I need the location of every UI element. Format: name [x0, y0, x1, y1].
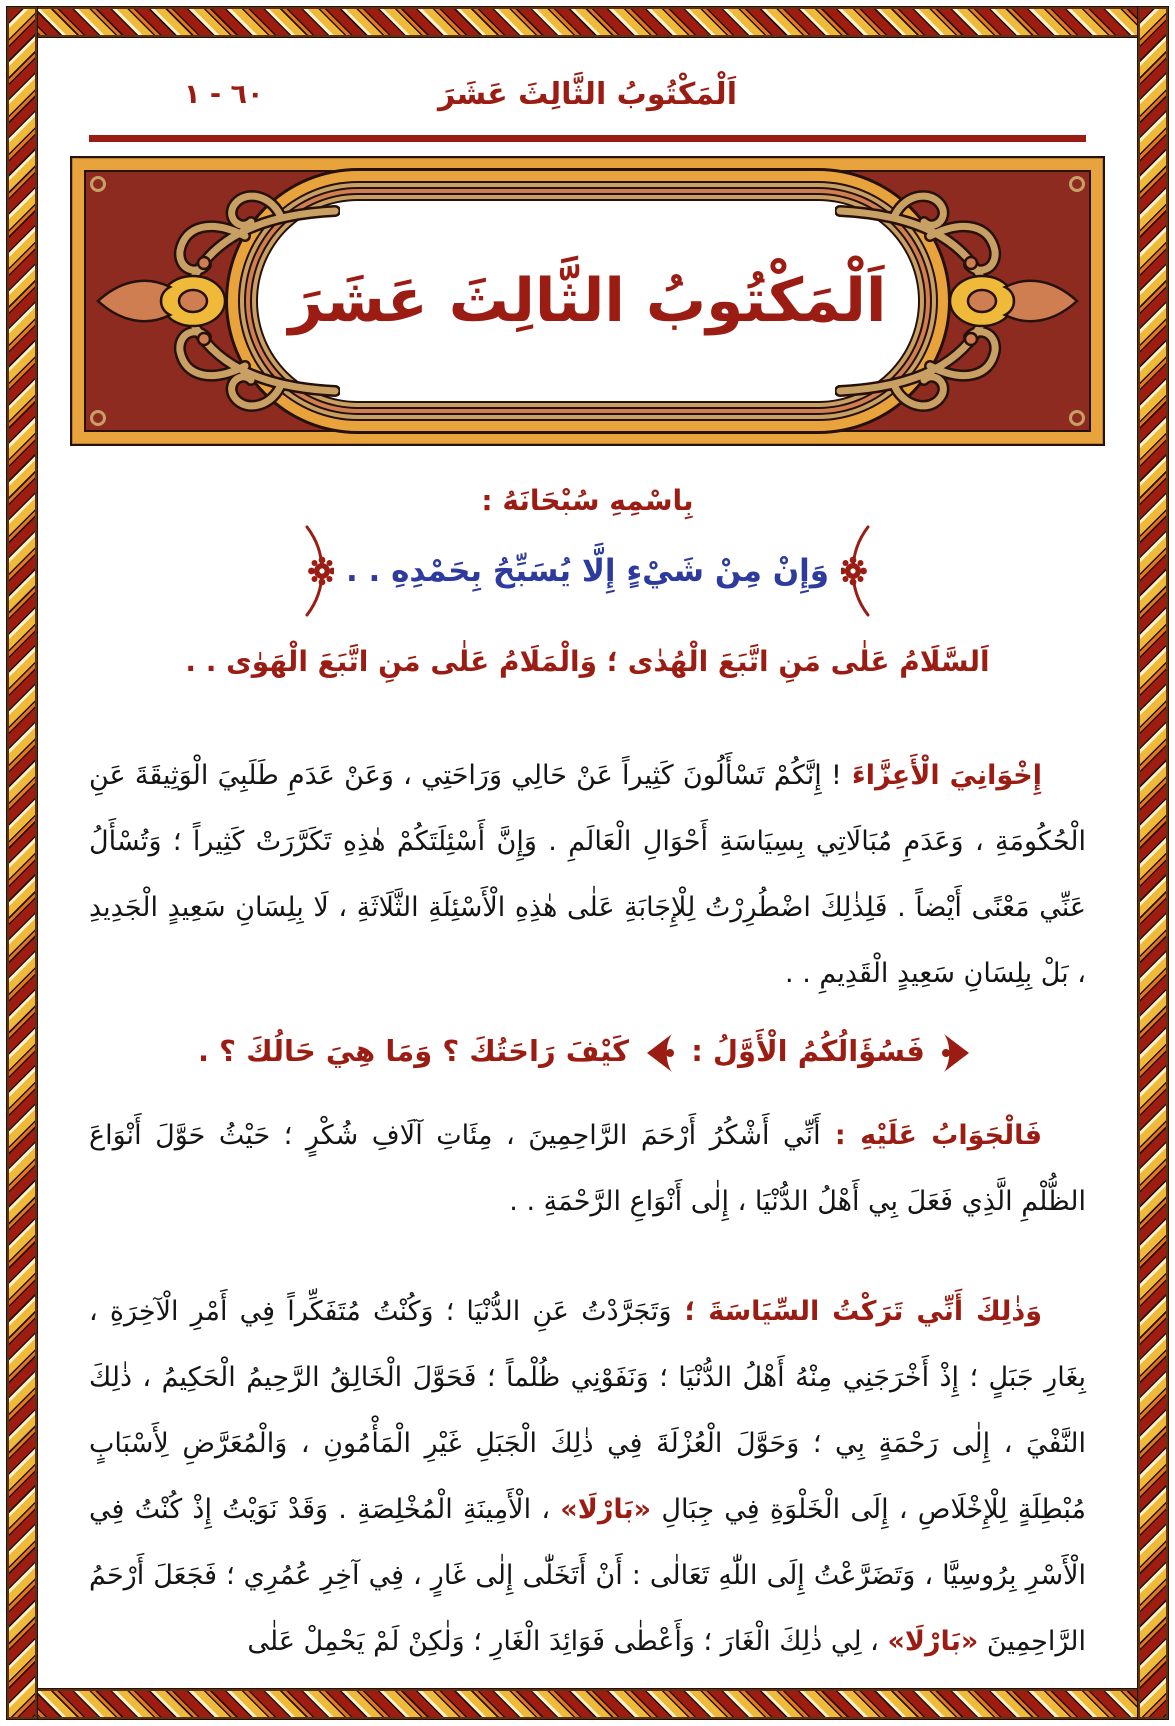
- body-paragraph-2: [89, 1103, 1086, 1235]
- paragraph-text: وَتَجَرَّدْتُ عَنِ الدُّنْيَا ؛ وَكُنْتُ مُتَفَكِّراً فِي أَمْرِ الْآخِرَةِ ، بِغَارِ جَبَلٍ ؛ إِذْ أَخْرَجَنِي مِنْهُ أَهْلُ الدُّنْيَا ؛ وَنَفَوْنِي ظُلْماً ؛ فَحَوَّلَ الْخَالِقُ الرَّحِيمُ الْحَكِيمُ ، ذٰلِكَ النَّفْيَ ، إِلٰى رَحْمَةٍ بِي ؛ وَحَوَّلَ الْعُزْلَةَ فِي ذٰلِكَ الْجَبَلِ غَيْرِ الْمَأْمُونِ ، وَالْمُعَرَّضِ لِأَسْبَابٍ مُبْطِلَةٍ لِلْإِخْلَاصِ ، إِلَى الْخَلْوَةِ فِي جِبَالِ: [89, 1296, 1087, 1525]
- ornamental-border-top: [7, 7, 1168, 37]
- paragraph-text: أَنِّي أَشْكُرُ أَرْحَمَ الرَّاحِمِينَ ، مِئَاتِ آلَافِ شُكْرٍ ؛ حَيْثُ حَوَّلَ أَنْوَاعَ الظُّلْمِ الَّذِي فَعَلَ بِي أَهْلُ الدُّنْيَا ، إِلٰى أَنْوَاعِ الرَّحْمَةِ . .: [89, 1120, 1086, 1217]
- arabesque-ornament-left-icon: [90, 179, 340, 423]
- ornamental-border-right: [1138, 7, 1168, 1719]
- paragraph-text: ، لِي ذٰلِكَ الْغَارَ ؛ وَأَعْطٰى فَوَائِدَ الْغَارِ ؛ وَلٰكِنْ لَمْ يَحْمِلْ عَلٰى: [247, 1626, 888, 1657]
- salutation-line: اَلسَّلَامُ عَلٰى مَنِ اتَّبَعَ الْهُدٰى ؛ وَالْمَلَامُ عَلٰى مَنِ اتَّبَعَ الْهَوٰى . .: [185, 645, 990, 678]
- body-paragraph-1: [89, 743, 1086, 1007]
- ornamental-border-bottom: [7, 1689, 1168, 1719]
- page-number: ٦٠ - ١: [184, 79, 264, 110]
- body-paragraph-3: [89, 1279, 1086, 1675]
- banner-maroon-field: [84, 170, 1091, 432]
- banner-title: اَلْمَكْتُوبُ الثَّالِثَ عَشَرَ: [288, 266, 887, 336]
- question-text: كَيْفَ رَاحَتُكَ ؟ وَمَا هِيَ حَالُكَ ؟ .: [198, 1034, 629, 1068]
- paragraph-lead: وَذٰلِكَ أَنِّي تَرَكْتُ السِّيَاسَةَ ؛: [671, 1296, 1042, 1327]
- page-content: [37, 37, 1138, 1689]
- banner-cartouche: [258, 201, 918, 401]
- rosette-bracket-open-icon: [841, 523, 875, 619]
- question-heading: [89, 1017, 1086, 1085]
- paragraph-text: ! إِنَّكُمْ تَسْأَلُونَ كَثِيراً عَنْ حَالِي وَرَاحَتِي ، وَعَنْ عَدَمِ طَلَبِيَ الْوَثِيقَةَ عَنِ الْحُكُومَةِ ، وَعَدَمِ مُبَالَاتِي بِسِيَاسَةِ أَحْوَالِ الْعَالَمِ . وَإِنَّ أَسْئِلَتَكُمْ هٰذِهِ تَكَرَّرَتْ كَثِيراً ؛ وَتُسْأَلُ عَنِّي مَعْنًى أَيْضاً . فَلِذٰلِكَ اضْطُرِرْتُ لِلْإِجَابَةِ عَلٰى هٰذِهِ الْأَسْئِلَةِ الثَّلَاثَةِ ، لَا بِلِسَانِ سَعِيدٍ الْجَدِيدِ ، بَلْ بِلِسَانِ سَعِيدٍ الْقَدِيمِ . .: [89, 760, 1086, 989]
- header-divider-rule: [89, 135, 1086, 142]
- paragraph-lead: فَالْجَوَابُ عَلَيْهِ :: [820, 1120, 1042, 1151]
- verse-text: وَإِنْ مِنْ شَيْءٍ إِلَّا يُسَبِّحُ بِحَمْدِهِ . .: [345, 553, 830, 589]
- title-banner: [70, 156, 1105, 446]
- question-lead: فَسُؤَالُكُمُ الْأَوَّلُ :: [691, 1034, 925, 1068]
- leaf-ornament-left-icon: [645, 1031, 675, 1075]
- rosette-bracket-close-icon: [300, 523, 334, 619]
- quran-verse-line: [89, 523, 1086, 619]
- running-head: [89, 67, 1086, 123]
- leaf-ornament-right-icon: [941, 1031, 971, 1075]
- running-head-title: اَلْمَكْتُوبُ الثَّالِثَ عَشَرَ: [438, 77, 737, 112]
- place-name-barla: «بَارْلَا»: [560, 1494, 652, 1525]
- ornamental-border-left: [7, 7, 37, 1719]
- paragraph-lead: إِخْوَانِيَ الْأَعِزَّاءَ: [841, 760, 1043, 791]
- basmala-line: بِاسْمِهِ سُبْحَانَهُ :: [481, 484, 694, 517]
- place-name-barla: «بَارْلَا»: [887, 1626, 979, 1657]
- paragraph-text: ، الْأَمِينَةِ الْمُخْلِصَةِ . وَقَدْ نَوَيْتُ إِذْ كُنْتُ فِي الْأَسْرِ بِرُوسِيَّا ، وَتَضَرَّعْتُ إِلَى اللّٰهِ تَعَالٰى : أَنْ أَتَخَلّٰى إِلٰى غَارٍ ، فِي آخِرِ عُمُرِي ؛ فَجَعَلَ أَرْحَمُ الرَّاحِمِينَ: [89, 1494, 1086, 1657]
- arabesque-ornament-right-icon: [835, 179, 1085, 423]
